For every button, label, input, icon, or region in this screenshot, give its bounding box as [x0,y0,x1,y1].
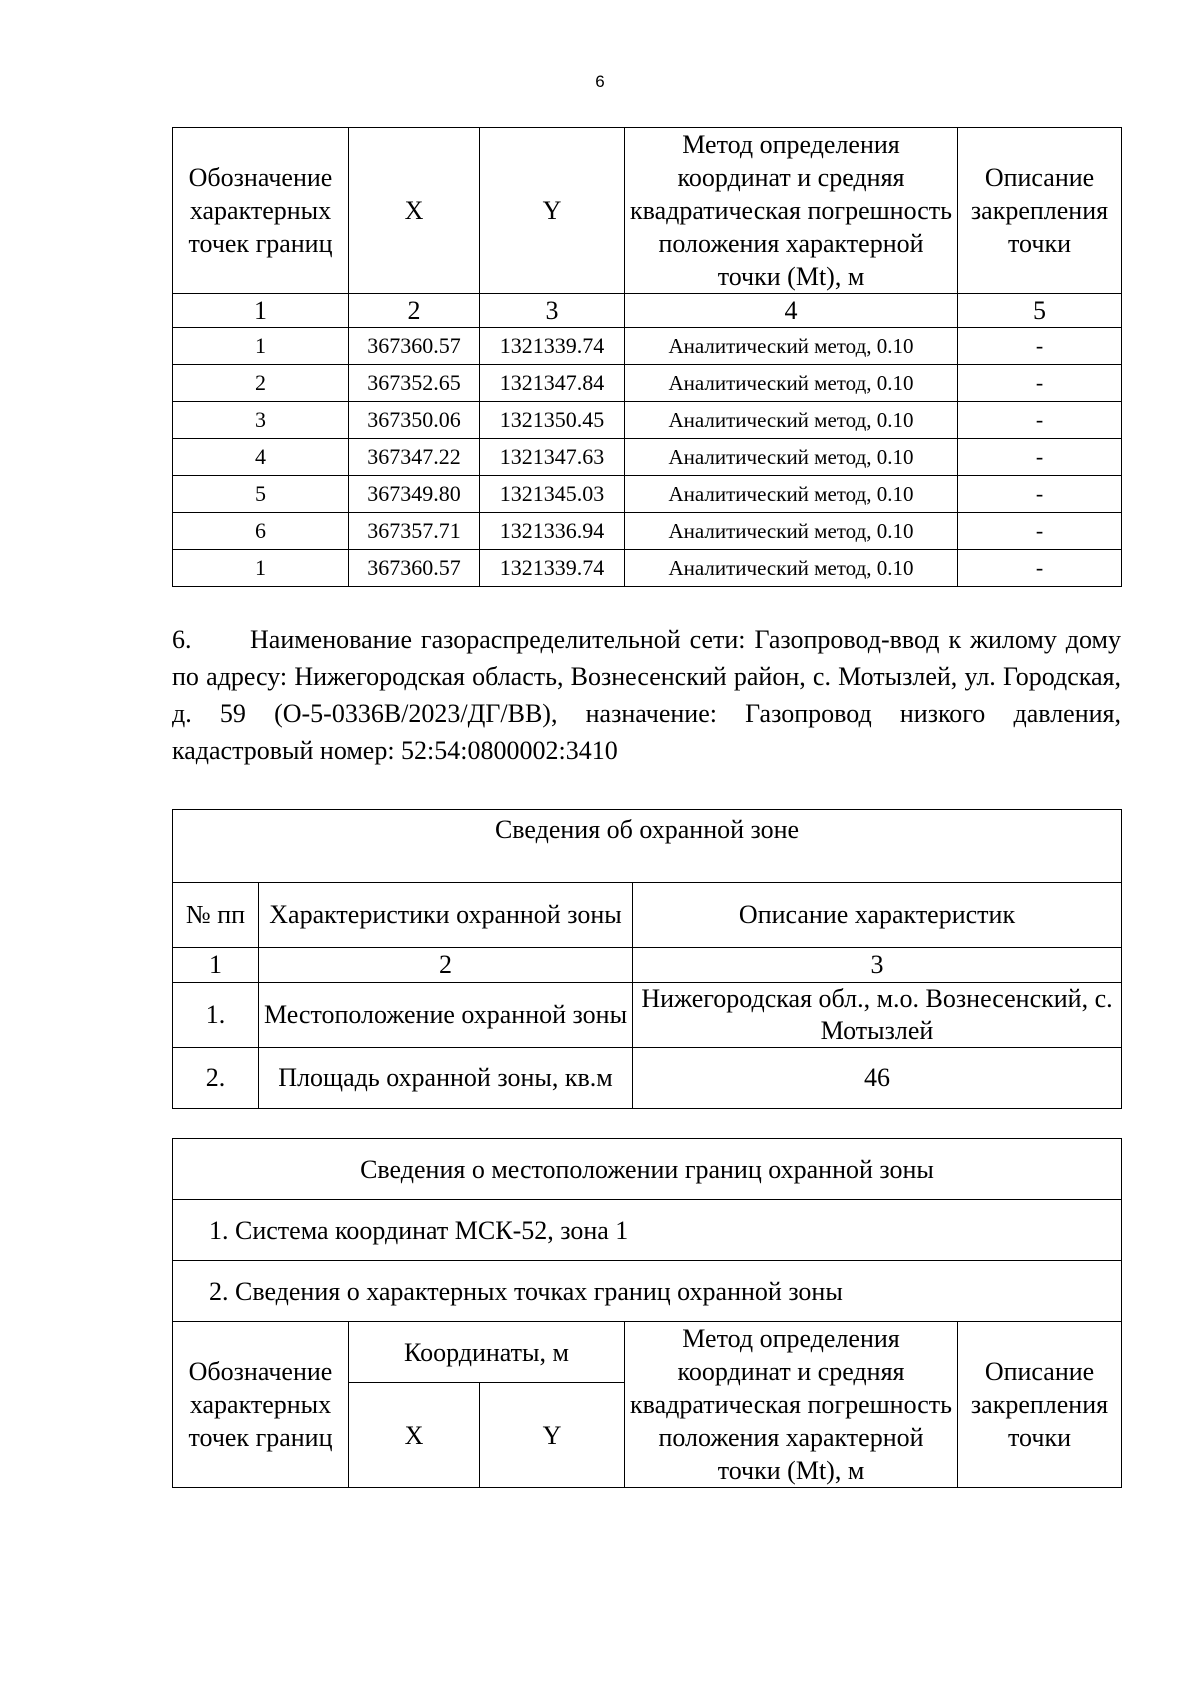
table-row [173,439,1122,476]
coord-x: 367360.57 [349,328,480,365]
coord-x: 367350.06 [349,402,480,439]
paragraph-text: Наименование газораспределительной сети: Газопровод-ввод к жилому дому по адресу: Нижегородская область, Вознесенский район, с. Мотызлей, ул. Городская, д. 59 (О-5-0336В/2023/ДГ/ВВ), назначение: Газопровод низкого давления, кадастровый номер: 52:54:0800002:3410 [172,625,1121,765]
coord-y: 1321347.63 [480,439,625,476]
method: Аналитический метод, 0.10 [625,365,958,402]
coordinate-system: 1. Система координат МСК-52, зона 1 [173,1200,1122,1261]
table-title-row [173,1139,1122,1200]
header-y: Y [480,1383,625,1488]
protection-zone-info-table [172,809,1122,1109]
point-id: 1 [173,550,349,587]
boundary-points-table [172,127,1122,587]
characteristic: Площадь охранной зоны, кв.м [259,1048,633,1109]
method: Аналитический метод, 0.10 [625,439,958,476]
table-row [173,365,1122,402]
point-id: 5 [173,476,349,513]
table-row [173,550,1122,587]
characteristic: Местоположение охранной зоны [259,983,633,1048]
coord-y: 1321350.45 [480,402,625,439]
table-row [173,513,1122,550]
table-row [173,476,1122,513]
point-id: 4 [173,439,349,476]
header-designation: Обозначение характерных точек границ [173,128,349,294]
table-title-row [173,810,1122,883]
point-id: 6 [173,513,349,550]
table-header-row [173,1322,1122,1383]
header-description: Описание закрепления точки [958,128,1122,294]
row-number: 2. [173,1048,259,1109]
coord-y: 1321339.74 [480,328,625,365]
method: Аналитический метод, 0.10 [625,402,958,439]
point-id: 2 [173,365,349,402]
header-y: Y [480,128,625,294]
header-x: X [349,128,480,294]
table-row [173,1048,1122,1109]
table-header-row [173,128,1122,294]
fixing-description: - [958,402,1122,439]
fixing-description: - [958,476,1122,513]
zone-boundaries-table [172,1138,1122,1488]
point-id: 3 [173,402,349,439]
coord-y: 1321345.03 [480,476,625,513]
coord-x: 367349.80 [349,476,480,513]
paragraph-number: 6. [172,625,192,654]
table-row [173,328,1122,365]
method: Аналитический метод, 0.10 [625,476,958,513]
column-number: 3 [480,294,625,328]
column-number: 1 [173,294,349,328]
fixing-description: - [958,365,1122,402]
header-description: Описание характеристик [633,883,1122,948]
table-header-row [173,883,1122,948]
coord-y: 1321336.94 [480,513,625,550]
characteristic-value: 46 [633,1048,1122,1109]
method: Аналитический метод, 0.10 [625,513,958,550]
column-numbers-row [173,294,1122,328]
column-numbers-row [173,948,1122,983]
table-row [173,402,1122,439]
points-title: 2. Сведения о характерных точках границ охранной зоны [173,1261,1122,1322]
column-number: 5 [958,294,1122,328]
page-number: 6 [595,72,605,91]
header-coordinates: Координаты, м [349,1322,625,1383]
fixing-description: - [958,439,1122,476]
coord-y: 1321339.74 [480,550,625,587]
coord-x: 367352.65 [349,365,480,402]
method: Аналитический метод, 0.10 [625,328,958,365]
coord-x: 367347.22 [349,439,480,476]
header-characteristics: Характеристики охранной зоны [259,883,633,948]
fixing-description: - [958,550,1122,587]
coord-y: 1321347.84 [480,365,625,402]
coord-x: 367360.57 [349,550,480,587]
points-title-row [173,1261,1122,1322]
column-number: 2 [349,294,480,328]
coordinate-system-row [173,1200,1122,1261]
table-title: Сведения об охранной зоне [173,810,1122,883]
column-number: 1 [173,948,259,983]
column-number: 3 [633,948,1122,983]
characteristic-value: Нижегородская обл., м.о. Вознесенский, с. Мотызлей [633,983,1122,1048]
header-method: Метод определения координат и средняя квадратическая погрешность положения характерной точки (Mt), м [625,128,958,294]
column-number: 2 [259,948,633,983]
fixing-description: - [958,328,1122,365]
method: Аналитический метод, 0.10 [625,550,958,587]
header-method: Метод определения координат и средняя квадратическая погрешность положения характерной точки (Mt), м [625,1322,958,1488]
coord-x: 367357.71 [349,513,480,550]
row-number: 1. [173,983,259,1048]
network-description-paragraph [172,621,1121,769]
header-x: X [349,1383,480,1488]
header-designation: Обозначение характерных точек границ [173,1322,349,1488]
table-title: Сведения о местоположении границ охранной зоны [173,1139,1122,1200]
header-description: Описание закрепления точки [958,1322,1122,1488]
column-number: 4 [625,294,958,328]
table-row [173,983,1122,1048]
point-id: 1 [173,328,349,365]
header-number: № пп [173,883,259,948]
fixing-description: - [958,513,1122,550]
